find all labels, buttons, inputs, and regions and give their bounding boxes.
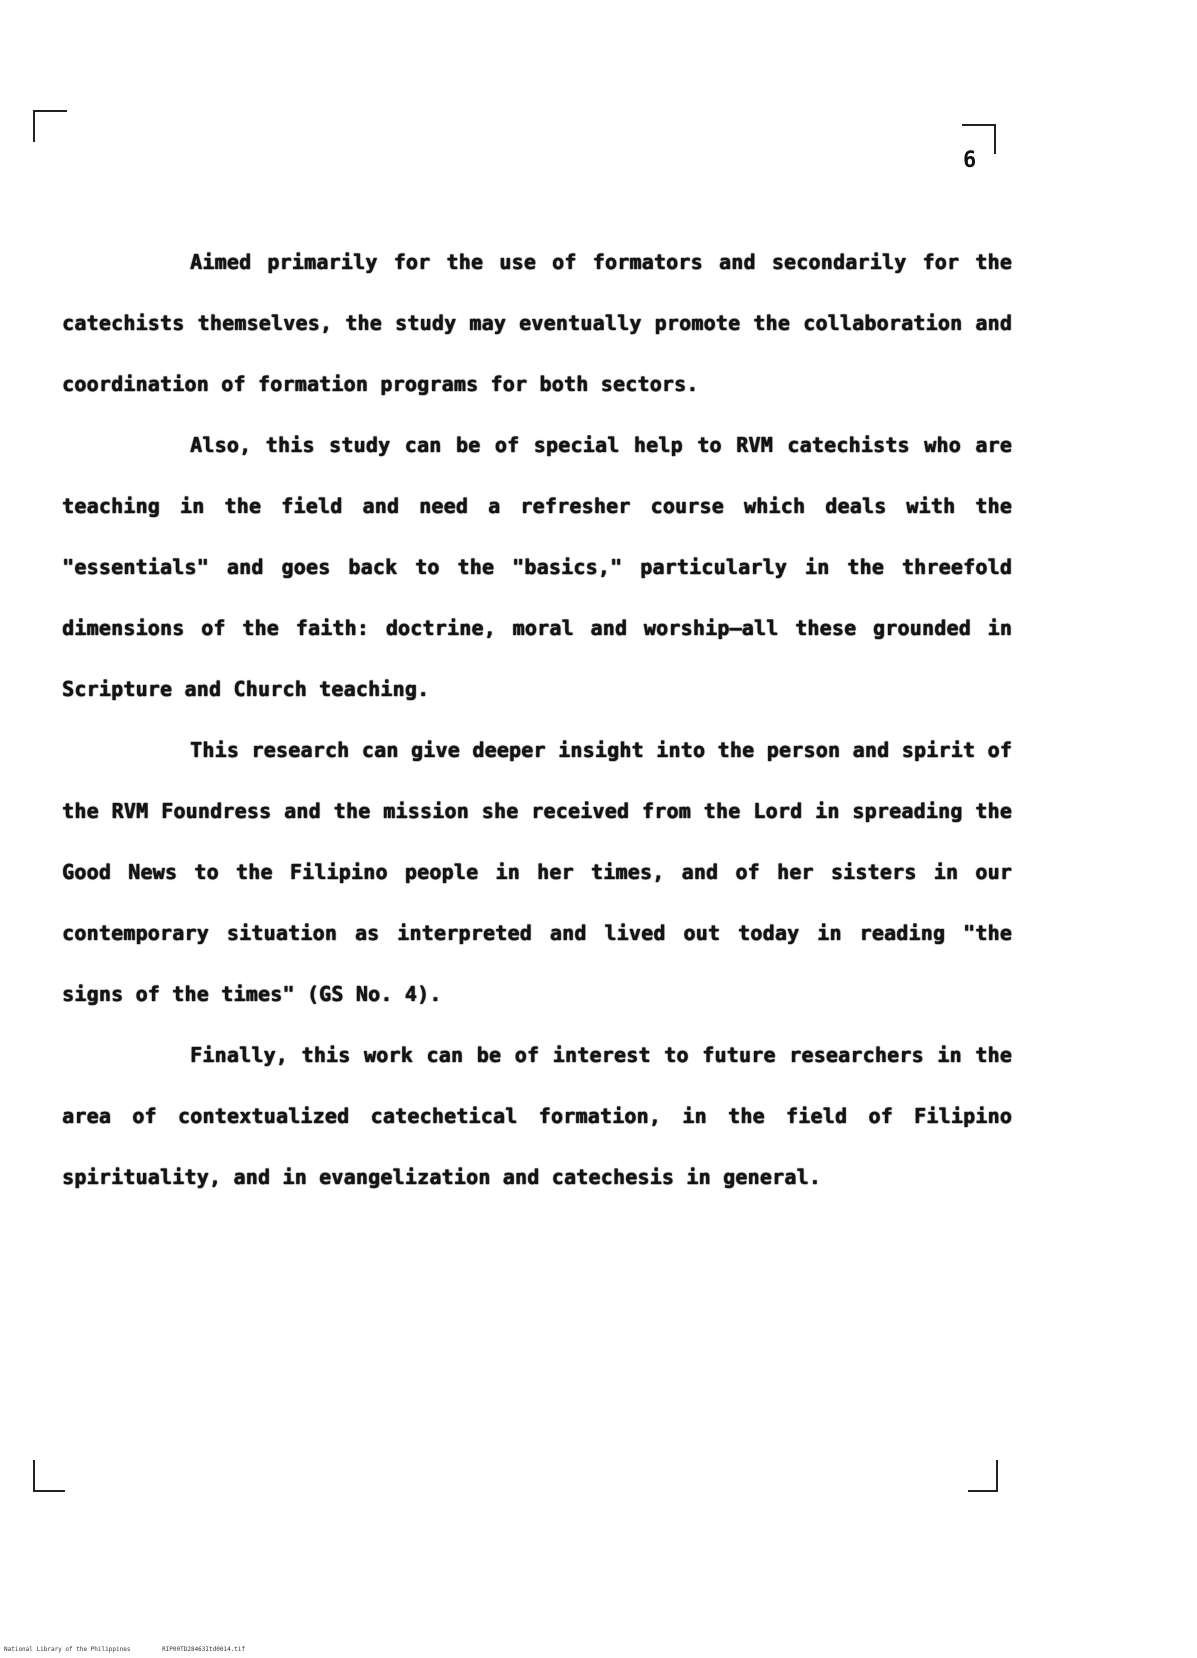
crop-mark-bottom-left <box>33 1460 65 1492</box>
document-body <box>62 232 1012 1208</box>
footer-file-id: RIP00TD28463Itd0014.tif <box>162 1646 246 1653</box>
paragraph-rvm-catechists: Also, this study can be of special help to RVM catechists who are teaching in the field and need a refresher course which deals with the "essentials" and goes back to the "basics," particularly in the threefold dimensions of the faith: doctrine, moral and worship—all these grounded in Scripture and Church teaching. <box>62 433 1012 701</box>
page-number: 6 <box>963 148 977 173</box>
crop-mark-top-left <box>33 110 67 142</box>
paragraph-foundress-insight: This research can give deeper insight into the person and spirit of the RVM Foundress and the mission she received from the Lord in spreading the Good News to the Filipino people in her times, and of her sisters in our contemporary situation as interpreted and lived out today in reading "the signs of the times" (GS No. 4). <box>62 738 1012 1006</box>
paragraph-future-research: Finally, this work can be of interest to future researchers in the area of contextualized catechetical formation, in the field of Filipino spirituality, and in evangelization and catechesis in general. <box>62 1043 1012 1189</box>
crop-mark-bottom-right <box>968 1460 998 1492</box>
footer-library: National Library of the Philippines <box>4 1646 131 1653</box>
paragraph-purpose: Aimed primarily for the use of formators and secondarily for the catechists themselves, the study may eventually promote the collaboration and coordination of formation programs for both sectors. <box>62 250 1012 396</box>
scan-footer <box>4 1646 273 1653</box>
